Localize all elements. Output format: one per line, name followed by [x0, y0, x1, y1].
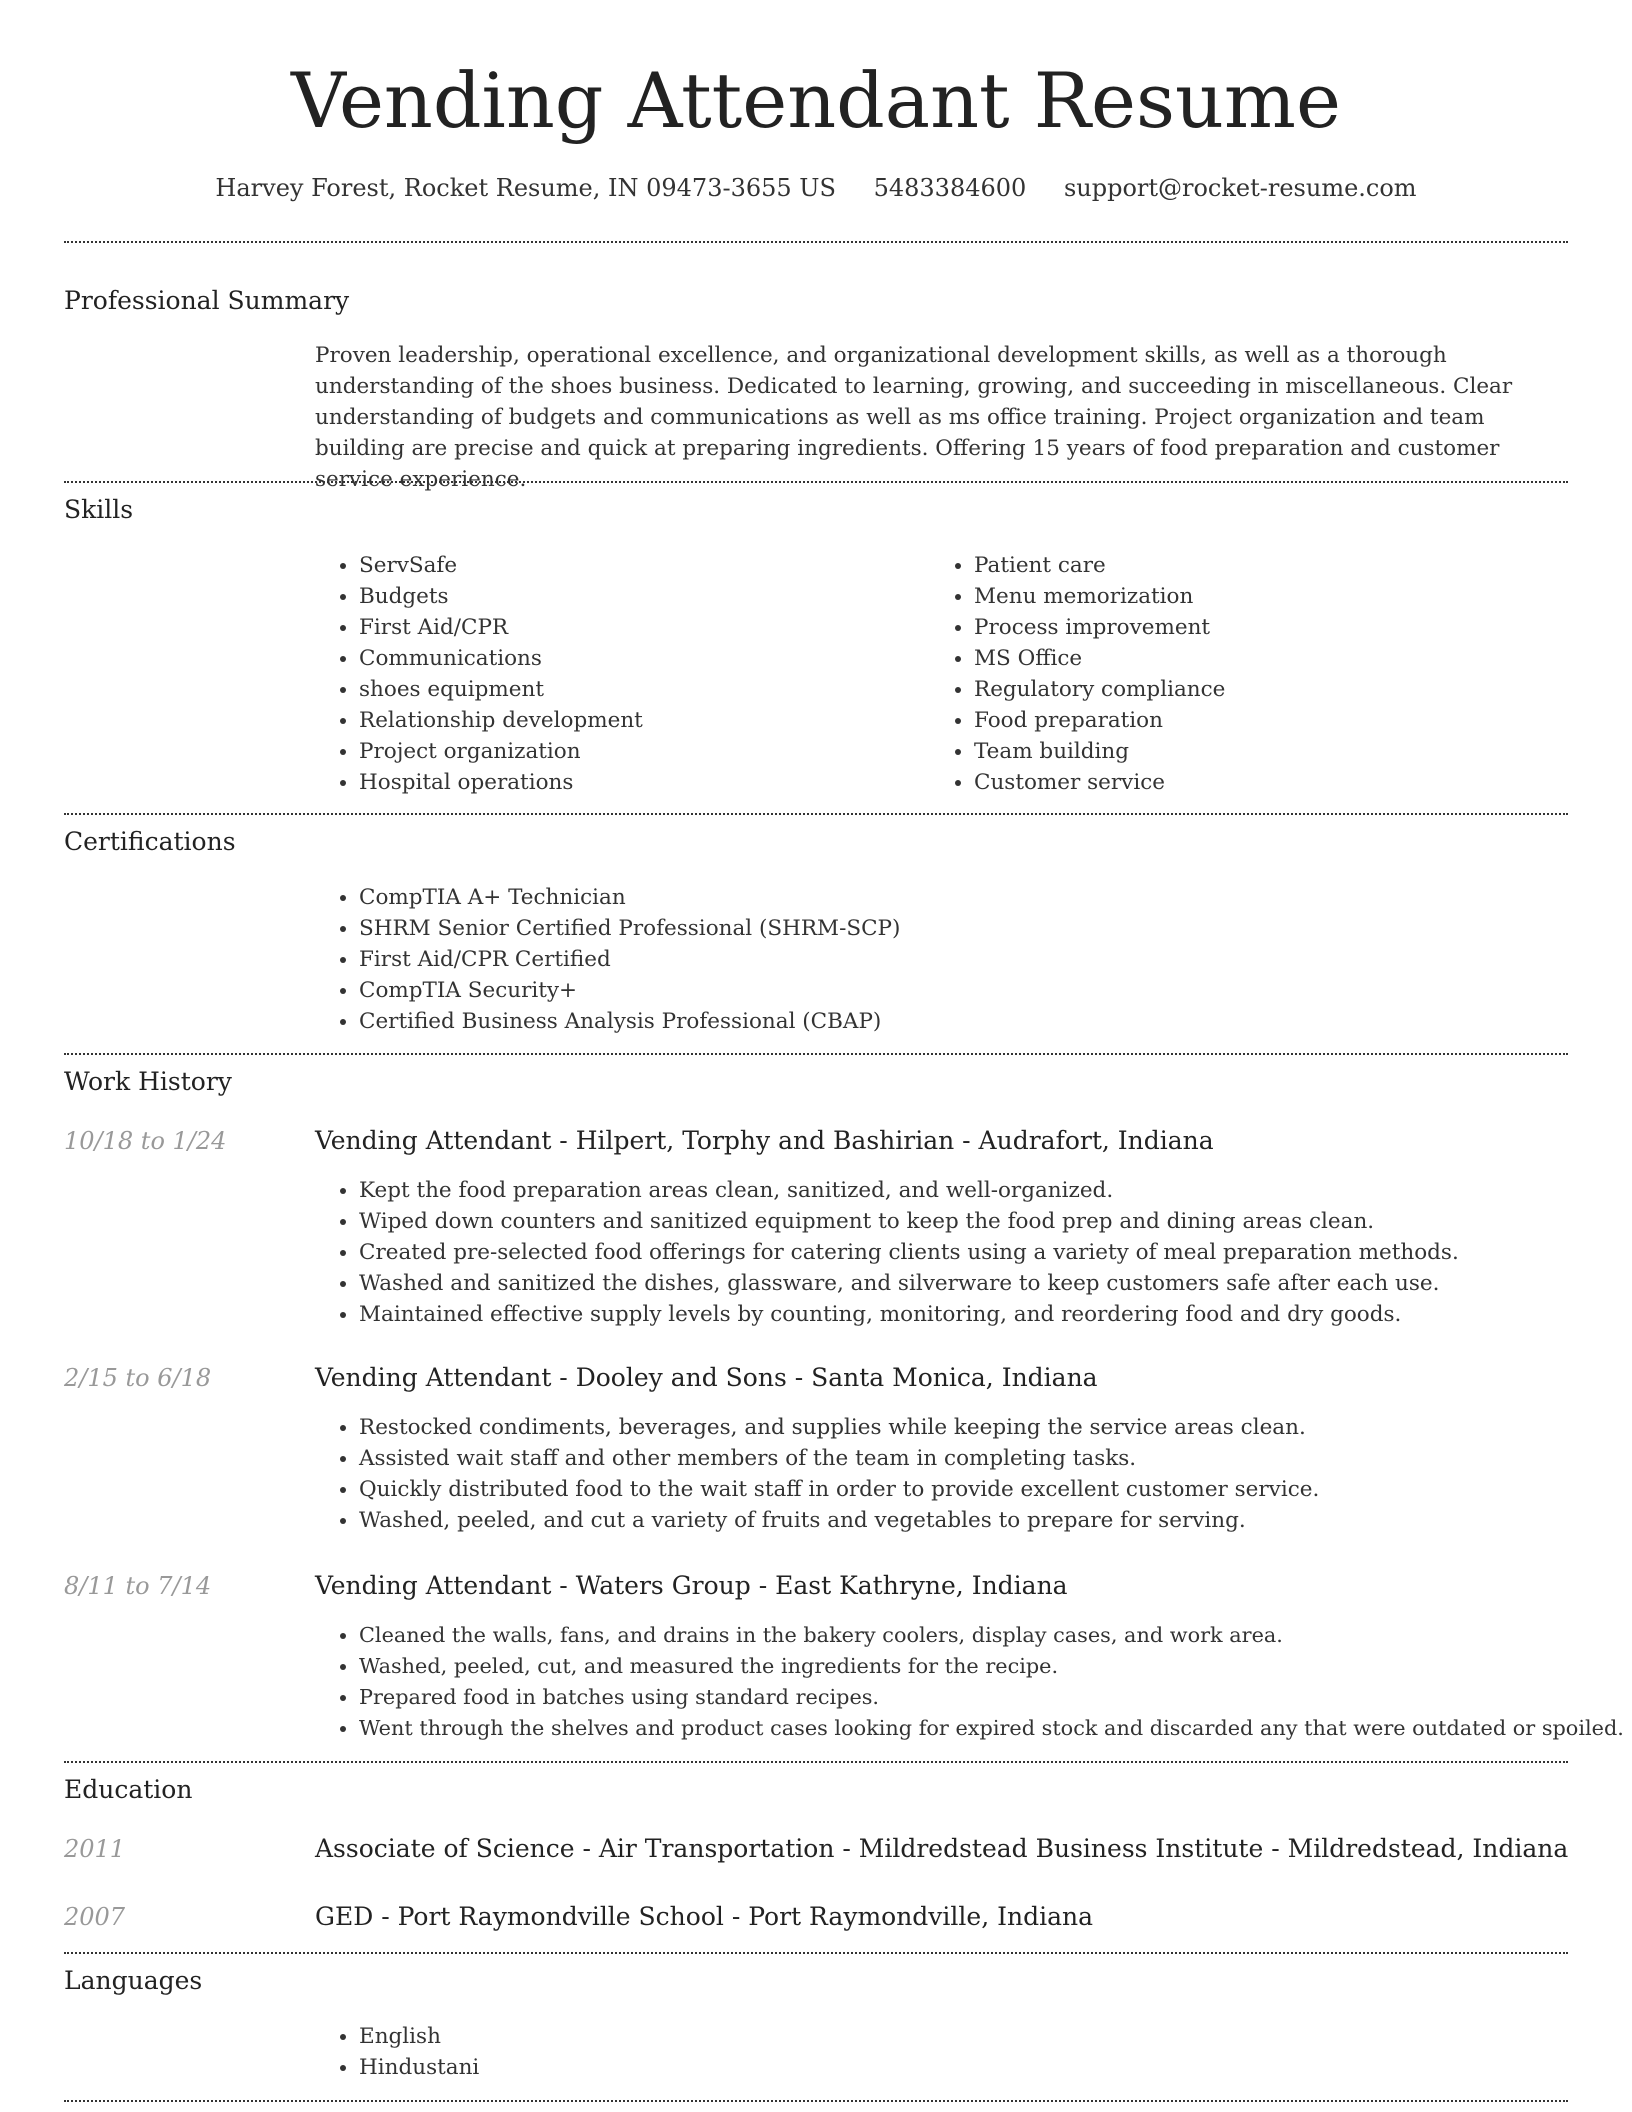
- skill-item: • Patient care: [974, 550, 1574, 581]
- skill-item: • Process improvement: [974, 612, 1574, 643]
- work-history-heading: Work History: [64, 1067, 232, 1096]
- contact-phone: 5483384600: [873, 174, 1027, 202]
- education-year: 2007: [64, 1903, 126, 1931]
- skill-item: • Relationship development: [359, 705, 919, 736]
- summary-text: Proven leadership, operational excellence, and organizational development skills, as well as a thorough understanding of the shoes business. Dedicated to learning, growing, and succeeding in miscellaneous. Clear understanding of budgets and communications as well as ms office training. Project organization and team building are precise and quick at preparing ingredients. Offering 15 years of food preparation and customer service experience.: [315, 343, 1513, 492]
- language-item: • English: [359, 2021, 959, 2052]
- skills-list-left: [315, 550, 919, 798]
- skill-item: • Team building: [974, 736, 1574, 767]
- job-duty: • Washed, peeled, and cut a variety of fruits and vegetables to prepare for serving.: [359, 1505, 1609, 1536]
- skill-item: • Food preparation: [974, 705, 1574, 736]
- divider: [64, 1952, 1568, 1954]
- job-duty: • Kept the food preparation areas clean, sanitized, and well-organized.: [359, 1175, 1609, 1206]
- skill-item: • Regulatory compliance: [974, 674, 1574, 705]
- divider: [64, 241, 1568, 243]
- skill-item: • Hospital operations: [359, 767, 919, 798]
- languages-list: [315, 2021, 959, 2083]
- job-title: Vending Attendant - Dooley and Sons - Santa Monica, Indiana: [315, 1363, 1098, 1392]
- skill-item: • ServSafe: [359, 550, 919, 581]
- certifications-list: [315, 882, 1559, 1037]
- summary-heading: Professional Summary: [64, 286, 350, 315]
- divider: [64, 481, 1568, 483]
- skill-item: • shoes equipment: [359, 674, 919, 705]
- job-duty: • Washed, peeled, cut, and measured the ingredients for the recipe.: [359, 1651, 1632, 1682]
- skill-item: • Budgets: [359, 581, 919, 612]
- resume-title: Vending Attendant Resume: [291, 56, 1341, 145]
- divider: [64, 2100, 1568, 2102]
- job-title: Vending Attendant - Waters Group - East Kathryne, Indiana: [315, 1571, 1068, 1600]
- language-item: • Hindustani: [359, 2052, 959, 2083]
- certifications-heading: Certifications: [64, 827, 236, 856]
- education-year: 2011: [64, 1835, 126, 1863]
- contact-address: Harvey Forest, Rocket Resume, IN 09473-3655 US: [215, 174, 836, 202]
- certification-item: • First Aid/CPR Certified: [359, 944, 1559, 975]
- job-duty: • Washed and sanitized the dishes, glassware, and silverware to keep customers safe after each use.: [359, 1268, 1609, 1299]
- certification-item: • CompTIA Security+: [359, 975, 1559, 1006]
- job-duty: • Wiped down counters and sanitized equipment to keep the food prep and dining areas clean.: [359, 1206, 1609, 1237]
- job-dates: 8/11 to 7/14: [64, 1572, 212, 1600]
- job-duty: • Created pre-selected food offerings for catering clients using a variety of meal preparation methods.: [359, 1237, 1609, 1268]
- certification-item: • Certified Business Analysis Professional (CBAP): [359, 1006, 1559, 1037]
- divider: [64, 813, 1568, 815]
- job-dates: 10/18 to 1/24: [64, 1127, 227, 1155]
- skill-item: • Customer service: [974, 767, 1574, 798]
- job-duties: [315, 1175, 1609, 1330]
- skill-item: • Project organization: [359, 736, 919, 767]
- education-title: Associate of Science - Air Transportation - Mildredstead Business Institute - Mildredstead, Indiana: [315, 1834, 1569, 1863]
- job-duty: • Went through the shelves and product cases looking for expired stock and discarded any that were outdated or spoiled.: [359, 1713, 1632, 1744]
- job-duty: • Prepared food in batches using standard recipes.: [359, 1682, 1632, 1713]
- certification-item: • CompTIA A+ Technician: [359, 882, 1559, 913]
- job-duties: [315, 1620, 1632, 1744]
- skill-item: • MS Office: [974, 643, 1574, 674]
- job-title: Vending Attendant - Hilpert, Torphy and Bashirian - Audrafort, Indiana: [315, 1126, 1214, 1155]
- skills-heading: Skills: [64, 495, 134, 524]
- job-duty: • Restocked condiments, beverages, and supplies while keeping the service areas clean.: [359, 1412, 1609, 1443]
- languages-heading: Languages: [64, 1966, 203, 1995]
- education-title: GED - Port Raymondville School - Port Raymondville, Indiana: [315, 1902, 1093, 1931]
- education-heading: Education: [64, 1775, 193, 1804]
- skill-item: • Menu memorization: [974, 581, 1574, 612]
- contact-email: support@rocket-resume.com: [1063, 174, 1417, 202]
- divider: [64, 1053, 1568, 1055]
- skills-list-right: [930, 550, 1574, 798]
- job-dates: 2/15 to 6/18: [64, 1364, 212, 1392]
- job-duty: • Quickly distributed food to the wait staff in order to provide excellent customer service.: [359, 1474, 1609, 1505]
- contact-line: [0, 172, 1632, 204]
- certification-item: • SHRM Senior Certified Professional (SHRM-SCP): [359, 913, 1559, 944]
- skill-item: • First Aid/CPR: [359, 612, 919, 643]
- job-duties: [315, 1412, 1609, 1536]
- job-duty: • Assisted wait staff and other members of the team in completing tasks.: [359, 1443, 1609, 1474]
- divider: [64, 1761, 1568, 1763]
- job-duty: • Cleaned the walls, fans, and drains in the bakery coolers, display cases, and work area.: [359, 1620, 1632, 1651]
- skill-item: • Communications: [359, 643, 919, 674]
- job-duty: • Maintained effective supply levels by counting, monitoring, and reordering food and dry goods.: [359, 1299, 1609, 1330]
